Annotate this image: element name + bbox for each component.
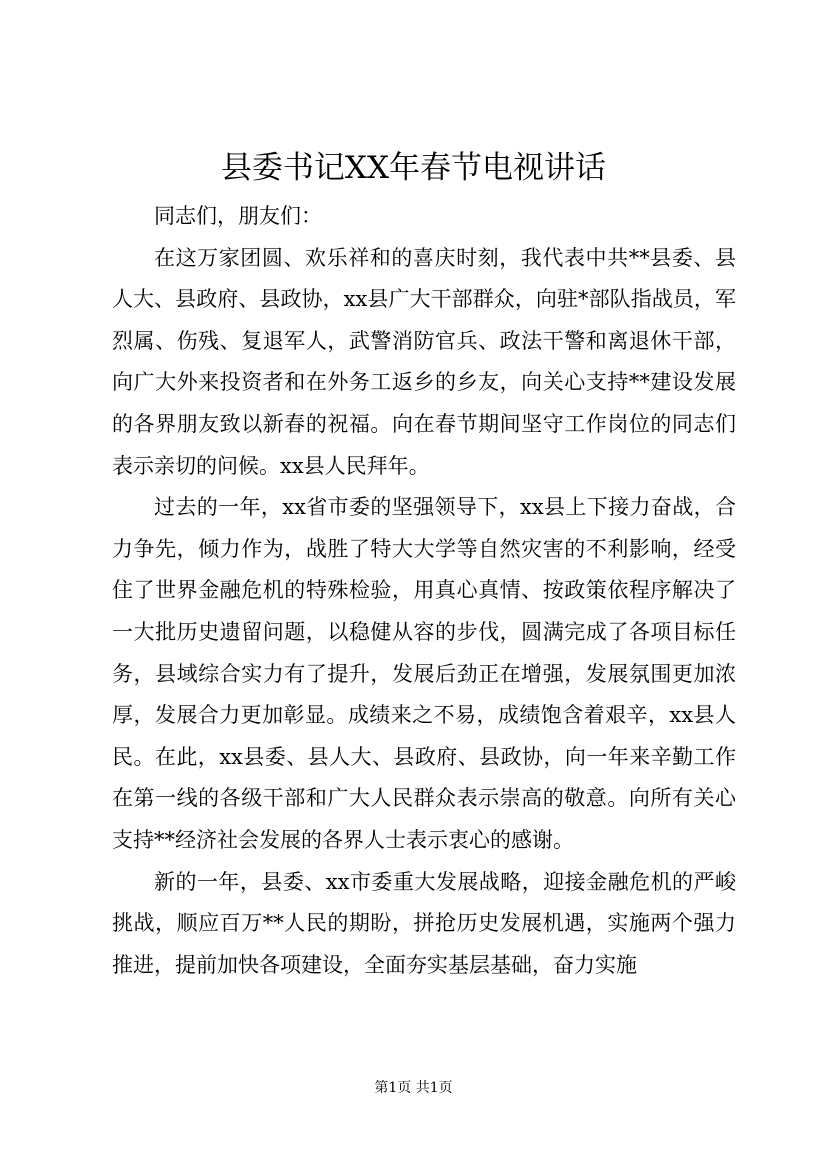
salutation: 同志们，朋友们： xyxy=(154,204,322,228)
document-body xyxy=(112,196,736,986)
paragraph-3: 新的一年，县委、xx市委重大发展战略，迎接金融危机的严峻挑战，顺应百万**人民的期盼，拼抢历史发展机遇，实施两个强力推进，提前加快各项建设，全面夯实基层基础，奋力实施 xyxy=(112,869,736,977)
document-title: 县委书记XX年春节电视讲话 xyxy=(220,150,607,186)
paragraph-1: 在这万家团圆、欢乐祥和的喜庆时刻，我代表中共**县委、县人大、县政府、县政协，xx县广大干部群众，向驻*部队指战员，军烈属、伤残、复退军人，武警消防官兵、政法干警和离退休干部，向广大外来投资者和在外务工返乡的乡友，向关心支持**建设发展的各界朋友致以新春的祝福。向在春节期间坚守工作岗位的同志们表示亲切的问候。xx县人民拜年。 xyxy=(112,245,736,478)
paragraph-2: 过去的一年，xx省市委的坚强领导下，xx县上下接力奋战，合力争先，倾力作为，战胜了特大大学等自然灾害的不利影响，经受住了世界金融危机的特殊检验，用真心真情、按政策依程序解决了一大批历史遗留问题，以稳健从容的步伐，圆满完成了各项目标任务，县域综合实力有了提升，发展后劲正在增强，发展氛围更加浓厚，发展合力更加彰显。成绩来之不易，成绩饱含着艰辛，xx县人民。在此，xx县委、县人大、县政府、县政协，向一年来辛勤工作在第一线的各级干部和广大人民群众表示崇高的敬意。向所有关心支持**经济社会发展的各界人士表示衷心的感谢。 xyxy=(112,495,736,852)
page-footer: 第1页 共1页 xyxy=(374,1080,453,1096)
